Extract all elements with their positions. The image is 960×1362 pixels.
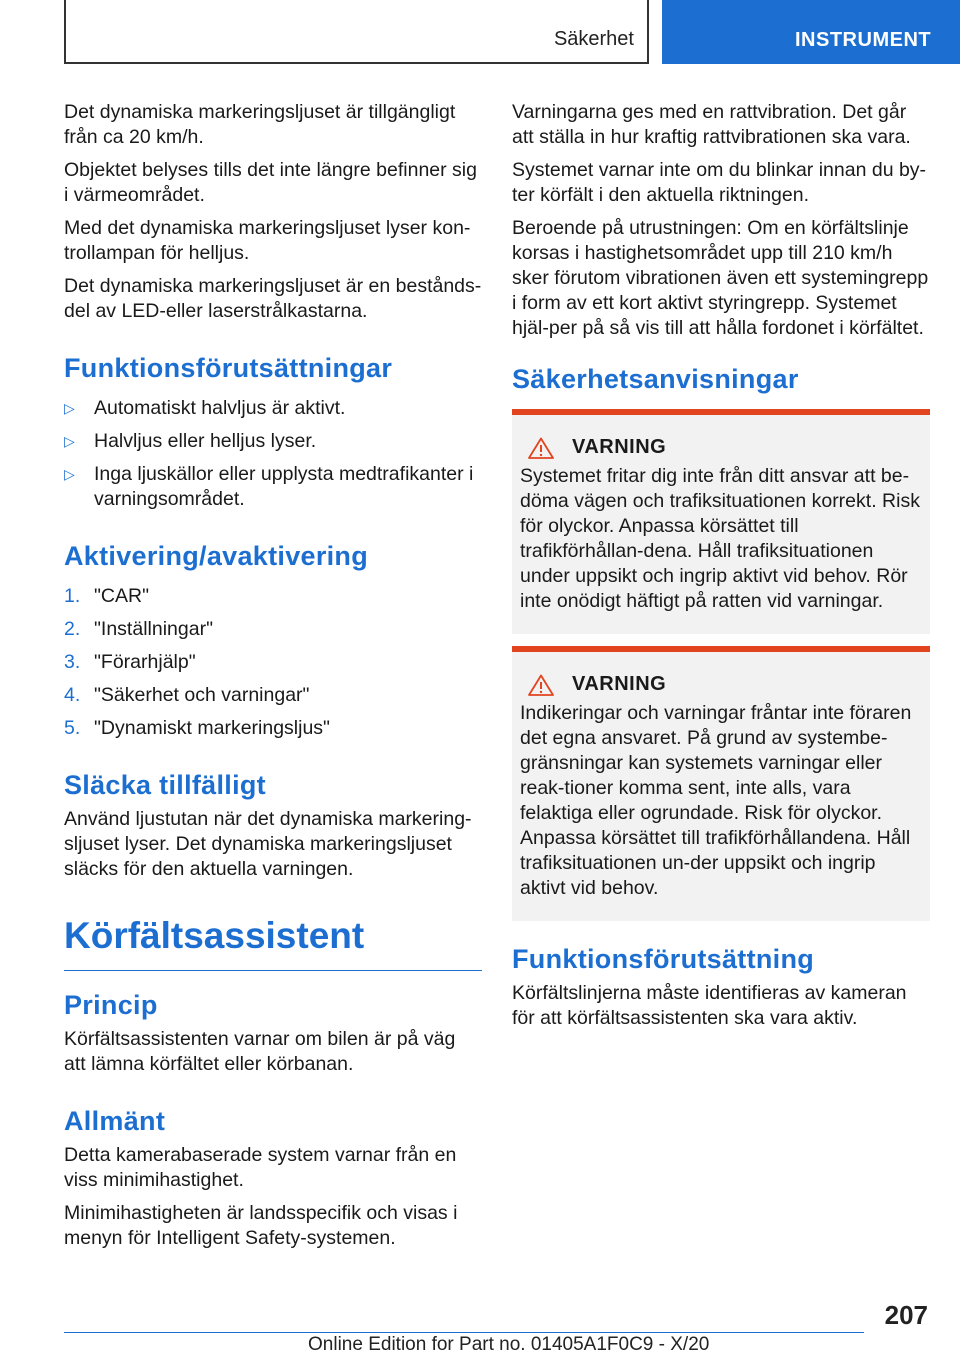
left-column <box>64 100 482 1259</box>
step-number: 1. <box>64 585 81 607</box>
general-text: Minimihastigheten är landsspecifik och visas i menyn för Intelligent Safety-systemen. <box>64 1202 458 1249</box>
footer-divider <box>64 1332 864 1333</box>
safety-notes-heading: Säkerhetsanvisningar <box>512 364 799 394</box>
step-number: 4. <box>64 684 81 706</box>
intro-paragraph: Varningarna ges med en rattvibration. Det går att ställa in hur kraftig rattvibrationen ska vara. <box>512 101 911 148</box>
warning-triangle-icon <box>528 437 554 459</box>
func-requirements-heading: Funktionsförutsättningar <box>64 353 393 383</box>
step-item <box>64 650 482 675</box>
step-number: 5. <box>64 717 81 739</box>
general-heading: Allmänt <box>64 1106 166 1136</box>
step-number: 3. <box>64 651 81 673</box>
function-requirement-heading: Funktionsförutsättning <box>512 944 815 974</box>
warning-title-row <box>520 672 922 697</box>
intro-paragraph: Beroende på utrustningen: Om en körfältslinje korsas i hastighetsområdet upp till 210 km/h sker förutom vibrationen även ett systemingrepp i form av ett kort aktivt styringrepp. Systemet hjäl-per på så vis till att hålla fordonet i körfältet. <box>512 217 929 339</box>
triangle-bullet-icon: ▷ <box>64 433 75 449</box>
principle-heading: Princip <box>64 990 158 1020</box>
step-text: "Säkerhet och varningar" <box>94 684 310 706</box>
function-requirement-text: Körfältslinjerna måste identifieras av kameran för att körfältsassistenten ska vara aktiv. <box>512 982 907 1029</box>
warning-box <box>512 646 930 921</box>
warning-box <box>512 409 930 634</box>
list-item: ▷ Automatiskt halvljus är aktivt. <box>64 397 346 419</box>
principle-text: Körfältsassistenten varnar om bilen är på väg att lämna körfältet eller körbanan. <box>64 1028 456 1075</box>
step-item <box>64 716 482 741</box>
warning-title: VARNING <box>572 436 667 458</box>
intro-paragraph: Med det dynamiska markeringsljuset lyser kon-trollampan för helljus. <box>64 217 471 264</box>
step-item <box>64 584 482 609</box>
step-text: "Inställningar" <box>94 618 213 640</box>
warning-text: Systemet fritar dig inte från ditt ansvar att be-döma vägen och trafiksituationen korrekt. Risk för olyckor. Anpassa körsättet till trafikförhållan-dena. Håll trafiksituationen under uppsikt och ingrip aktivt vid behov. Rör inte onödigt häftigt på ratten vid varningar. <box>520 465 920 612</box>
intro-paragraph: Det dynamiska markeringsljuset är en bestånds-del av LED-eller laserstrålkastarna. <box>64 275 482 322</box>
triangle-bullet-icon: ▷ <box>64 466 75 482</box>
main-section-heading: Körfältsassistent <box>64 915 365 956</box>
step-number: 2. <box>64 618 81 640</box>
activation-heading: Aktivering/avaktivering <box>64 541 369 571</box>
page-number: 207 <box>884 1300 928 1330</box>
warning-triangle-icon <box>528 674 554 696</box>
list-item: ▷ Halvljus eller helljus lyser. <box>64 430 317 452</box>
step-item <box>64 617 482 642</box>
warning-title: VARNING <box>572 673 667 695</box>
activation-steps <box>64 584 482 741</box>
header-chapter-tab <box>662 0 960 64</box>
warning-title-row <box>520 435 922 460</box>
general-text: Detta kamerabaserade system varnar från en viss minimihastighet. <box>64 1144 457 1191</box>
temporary-off-text: Använd ljustutan när det dynamiska markering-sljuset lyser. Det dynamiska markeringsljuset släcks för den aktuella varningen. <box>64 808 472 880</box>
intro-paragraph: Det dynamiska markeringsljuset är tillgängligt från ca 20 km/h. <box>64 101 456 148</box>
warning-text: Indikeringar och varningar fråntar inte föraren det egna ansvaret. På grund av systembe-gränsningar kan systemets varningar eller reak-tioner komma sent, inte alls, vara felaktiga eller ogrundade. Risk för olyckor. Anpassa körsättet till trafikförhållandena. Håll trafiksituationen un-der uppsikt och ingrip aktivt vid behov. <box>520 702 912 899</box>
temporary-off-heading: Släcka tillfälligt <box>64 770 266 800</box>
step-text: "Förarhjälp" <box>94 651 196 673</box>
step-item <box>64 683 482 708</box>
triangle-bullet-icon: ▷ <box>64 400 75 416</box>
section-divider <box>64 970 482 971</box>
intro-paragraph: Objektet belyses tills det inte längre befinner sig i värmeområdet. <box>64 159 477 206</box>
header-chapter-label: INSTRUMENT <box>795 29 932 51</box>
step-text: "Dynamiskt markeringsljus" <box>94 717 330 739</box>
intro-paragraph: Systemet varnar inte om du blinkar innan du by-ter körfält i den aktuella riktningen. <box>512 159 927 206</box>
list-item: ▷ Inga ljuskällor eller upplysta medtrafikanter i varningsområdet. <box>64 463 474 510</box>
step-text: "CAR" <box>94 585 150 607</box>
right-column <box>512 100 930 1039</box>
footer-edition: Online Edition for Part no. 01405A1F0C9 - X/20 <box>308 1334 710 1355</box>
header-section-label: Säkerhet <box>553 28 634 50</box>
func-requirements-list <box>64 396 482 512</box>
